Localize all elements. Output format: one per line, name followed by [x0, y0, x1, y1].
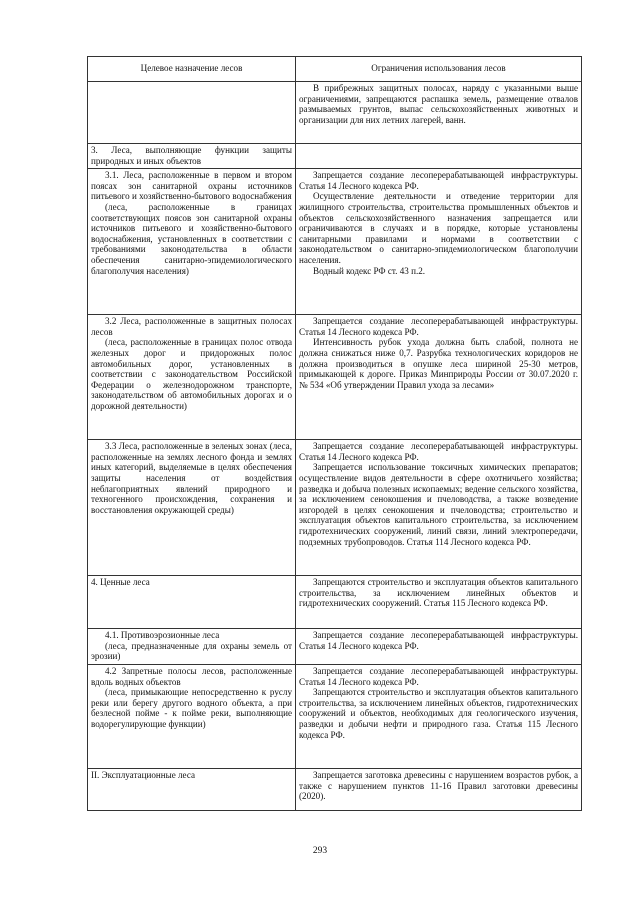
table-row — [88, 440, 582, 576]
table-header-row — [88, 57, 582, 82]
cell-paragraph: 3. Леса, выполняющие функции защиты природных и иных объектов — [91, 145, 292, 166]
cell-purpose — [88, 664, 296, 768]
cell-paragraph: 4.2 Запретные полосы лесов, расположенные вдоль водных объектов — [91, 665, 292, 687]
cell-purpose — [88, 144, 296, 169]
table-row — [88, 169, 582, 315]
cell-paragraph: 4.1. Противоэрозионные леса — [105, 630, 220, 641]
cell-purpose — [88, 315, 296, 440]
cell-purpose — [88, 82, 296, 144]
table-body — [88, 82, 582, 811]
cell-purpose — [88, 169, 296, 315]
cell-paragraph: Интенсивность рубок ухода должна быть слабой, полнота не должна снижаться ниже 0,7. Разрубка технологических коридоров не должна производиться в опушке леса шириной 25-30 метров, примыкающей к дороге. Приказ Минприроды России от 30.07.2020 г. № 534 «Об утверждении Правил ухода за лесами» — [299, 337, 578, 390]
cell-restriction — [296, 169, 582, 315]
cell-restriction — [296, 629, 582, 665]
cell-purpose — [88, 629, 296, 665]
cell-paragraph: Запрещается создание лесоперерабатывающей инфраструктуры. Статья 14 Лесного кодекса РФ. — [299, 316, 578, 337]
cell-paragraph: Запрещается создание лесоперерабатывающей инфраструктуры. Статья 14 Лесного кодекса РФ. — [299, 630, 578, 651]
table-row — [88, 82, 582, 144]
cell-paragraph: (леса, расположенные в границах полос отвода железных дорог и придорожных полос автомобильных дорог, установленных в соответствии с законодательством Российской Федерации о железнодорожном транспорте, законодательством об автомобильных дорогах и о дорожной деятельности) — [91, 337, 292, 411]
cell-paragraph: (леса, предназначенные для охраны земель от эрозии) — [91, 640, 292, 662]
cell-paragraph: II. Эксплуатационные леса — [91, 769, 196, 780]
cell-paragraph: Запрещаются строительство и эксплуатация объектов капитального строительства, за исключением линейных объектов, гидротехнических сооружений и объектов, необходимых для геологического изучения, разведки и добычи нефти и природного газа. Статья 115 Лесного кодекса РФ. — [299, 687, 578, 740]
header-restrictions: Ограничения использования лесов — [296, 57, 582, 82]
cell-paragraph: 4. Ценные леса — [91, 577, 150, 588]
cell-restriction — [296, 82, 582, 144]
cell-paragraph: 3.2 Леса, расположенные в защитных полосах лесов — [91, 316, 292, 337]
cell-restriction — [296, 144, 582, 169]
forest-restrictions-table — [87, 56, 582, 811]
table-row — [88, 144, 582, 169]
page-number: 293 — [312, 846, 328, 856]
cell-purpose — [88, 440, 296, 576]
cell-purpose — [88, 768, 296, 810]
cell-restriction — [296, 768, 582, 810]
table-row — [88, 629, 582, 665]
table-row — [88, 664, 582, 768]
cell-paragraph: Запрещается заготовка древесины с нарушением возрастов рубок, а также с нарушением пунктов 11-16 Правил заготовки древесины (2020). — [299, 769, 578, 802]
cell-restriction — [296, 315, 582, 440]
cell-paragraph: Запрещаются строительство и эксплуатация объектов капитального строительства, за исключением линейных объектов и гидротехнических сооружений. Статья 115 Лесного кодекса РФ. — [299, 577, 578, 609]
cell-paragraph: Водный кодекс РФ ст. 43 п.2. — [313, 265, 426, 276]
cell-paragraph: 3.1. Леса, расположенные в первом и втором поясах зон санитарной охраны источников питьевого и хозяйственно-бытового водоснабжения — [91, 170, 292, 202]
cell-paragraph: Запрещается создание лесоперерабатывающей инфраструктуры. Статья 14 Лесного кодекса РФ. — [299, 441, 578, 462]
table-row — [88, 768, 582, 810]
cell-paragraph: В прибрежных защитных полосах, наряду с указанными выше ограничениями, запрещаются распашка земель, размещение отвалов размываемых грунтов, выпас сельскохозяйственных животных и организации для них летних лагерей, ванн. — [299, 83, 578, 125]
cell-paragraph: Запрещается использование токсичных химических препаратов; осуществление видов деятельности в сфере охотничьего хозяйства; разведка и добыча полезных ископаемых; ведение сельского хозяйства, за исключением сенокошения и пчеловодства, а также возведение изгородей в целях сенокошения и пчеловодства; строительство и эксплуатация объектов капитального строительства, за исключением гидротехнических сооружений, линий связи, линий электропередачи, подземных трубопроводов. Статья 114 Лесного кодекса РФ. — [299, 462, 578, 547]
table-row — [88, 315, 582, 440]
cell-paragraph: Осуществление деятельности и отведение территории для жилищного строительства, строительства промышленных объектов и объектов сельскохозяйственного назначения запрещается или ограничиваются в случаях и в порядке, которые установлены санитарными правилами и нормами в соответствии с законодательством о санитарно-эпидемиологическом благополучии населения. — [299, 191, 578, 265]
cell-paragraph: (леса, примыкающие непосредственно к руслу реки или берегу другого водного объекта, а при безлесной пойме - к пойме реки, выполняющие водорегулирующие функции) — [91, 687, 292, 729]
cell-paragraph: Запрещается создание лесоперерабатывающей инфраструктуры. Статья 14 Лесного кодекса РФ. — [299, 170, 578, 191]
cell-paragraph: 3.3 Леса, расположенные в зеленых зонах (леса, расположенные на землях лесного фонда и землях иных категорий, выделяемые в целях обеспечения защиты населения от воздействия неблагоприятных явлений природного и техногенного происхождения, сохранения и восстановления окружающей среды) — [91, 441, 292, 515]
cell-purpose — [88, 576, 296, 629]
cell-restriction — [296, 440, 582, 576]
header-purpose: Целевое назначение лесов — [88, 57, 296, 82]
cell-restriction — [296, 576, 582, 629]
cell-restriction — [296, 664, 582, 768]
cell-paragraph: Запрещается создание лесоперерабатывающей инфраструктуры. Статья 14 Лесного кодекса РФ. — [299, 665, 578, 687]
cell-paragraph: (леса, расположенные в границах соответствующих поясов зон санитарной охраны источников питьевого и хозяйственно-бытового водоснабжения, установленных в соответствии с требованиями законодательства в области обеспечения санитарно-эпидемиологического благополучия населения) — [91, 201, 292, 276]
table-row — [88, 576, 582, 629]
